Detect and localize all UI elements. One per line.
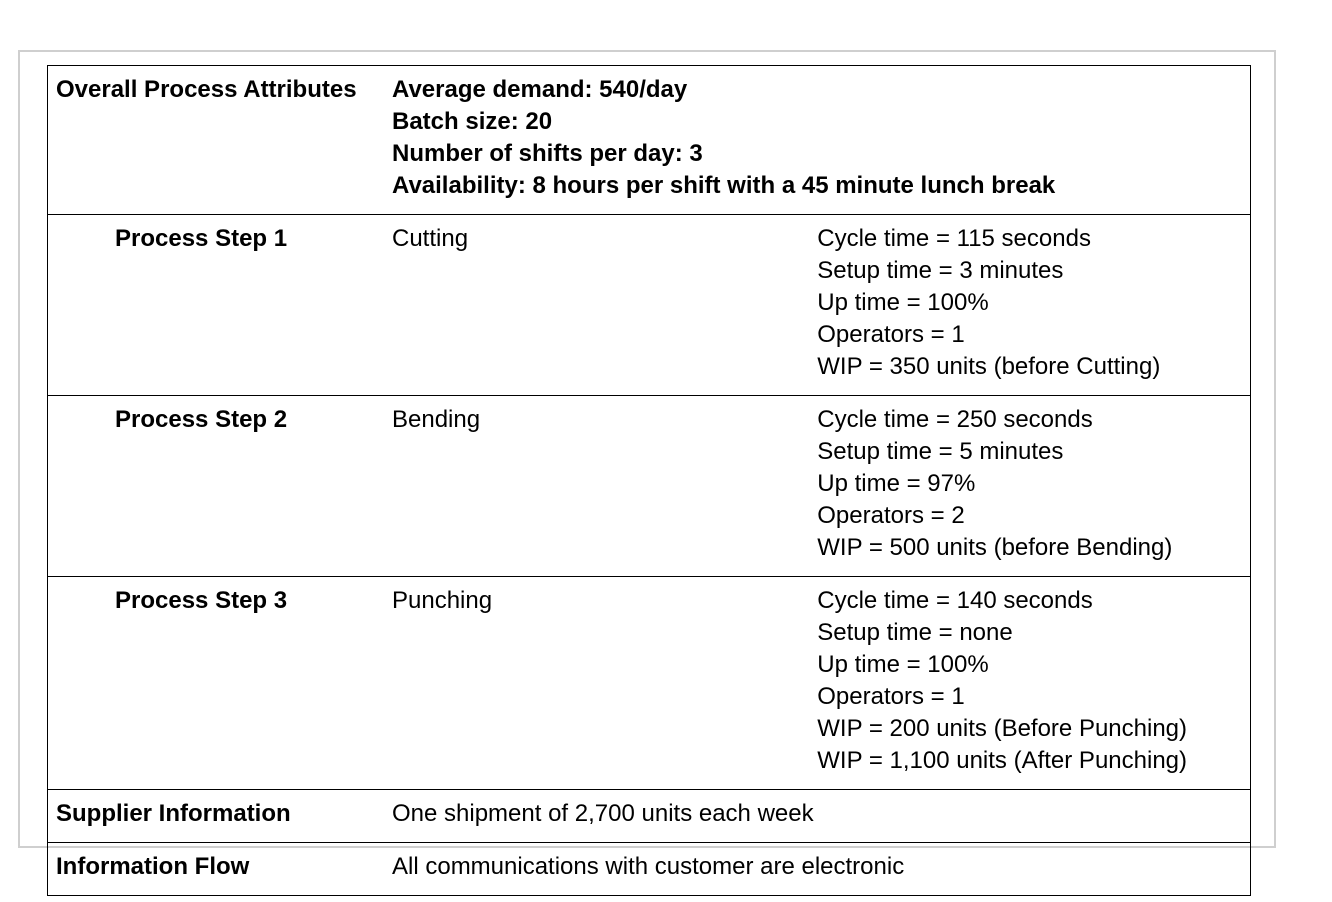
step-2-up-time: Up time = 97% xyxy=(817,470,976,497)
overall-attributes-row xyxy=(48,66,1251,215)
step-3-up-time: Up time = 100% xyxy=(817,651,989,678)
document-frame xyxy=(18,50,1276,880)
process-step-2-label: Process Step 2 xyxy=(48,396,385,577)
process-step-3-name: Punching xyxy=(384,577,817,790)
process-step-3-details xyxy=(817,577,1250,790)
process-step-1-label: Process Step 1 xyxy=(48,215,385,396)
step-1-cycle-time: Cycle time = 115 seconds xyxy=(817,225,1091,252)
availability-text: Availability: 8 hours per shift with a 45 minute lunch break xyxy=(392,172,1056,199)
batch-size-text: Batch size: 20 xyxy=(392,108,553,135)
process-step-2-row xyxy=(48,396,1251,577)
process-step-3-label: Process Step 3 xyxy=(48,577,385,790)
step-1-up-time: Up time = 100% xyxy=(817,289,989,316)
process-attributes-table xyxy=(47,65,1251,896)
process-step-1-name: Cutting xyxy=(384,215,817,396)
step-2-setup-time: Setup time = 5 minutes xyxy=(817,438,1064,465)
step-3-wip-before: WIP = 200 units (Before Punching) xyxy=(817,715,1188,742)
step-2-cycle-time: Cycle time = 250 seconds xyxy=(817,406,1093,433)
process-step-3-row xyxy=(48,577,1251,790)
step-3-operators: Operators = 1 xyxy=(817,683,965,710)
supplier-information-row xyxy=(48,790,1251,843)
step-1-operators: Operators = 1 xyxy=(817,321,965,348)
average-demand-text: Average demand: 540/day xyxy=(392,76,688,103)
process-step-2-details xyxy=(817,396,1250,577)
step-2-wip-before: WIP = 500 units (before Bending) xyxy=(817,534,1173,561)
step-1-wip-before: WIP = 350 units (before Cutting) xyxy=(817,353,1161,380)
step-1-setup-time: Setup time = 3 minutes xyxy=(817,257,1064,284)
process-step-1-details xyxy=(817,215,1250,396)
process-step-1-row xyxy=(48,215,1251,396)
supplier-information-label: Supplier Information xyxy=(48,790,385,843)
overall-attributes-values xyxy=(384,66,1251,215)
shifts-per-day-text: Number of shifts per day: 3 xyxy=(392,140,703,167)
step-2-operators: Operators = 2 xyxy=(817,502,965,529)
step-3-setup-time: Setup time = none xyxy=(817,619,1013,646)
step-3-wip-after: WIP = 1,100 units (After Punching) xyxy=(817,747,1187,774)
information-flow-text: All communications with customer are electronic xyxy=(384,843,1251,896)
step-3-cycle-time: Cycle time = 140 seconds xyxy=(817,587,1093,614)
information-flow-row xyxy=(48,843,1251,896)
process-step-2-name: Bending xyxy=(384,396,817,577)
information-flow-label: Information Flow xyxy=(48,843,385,896)
overall-attributes-label: Overall Process Attributes xyxy=(48,66,385,215)
supplier-information-text: One shipment of 2,700 units each week xyxy=(384,790,1251,843)
